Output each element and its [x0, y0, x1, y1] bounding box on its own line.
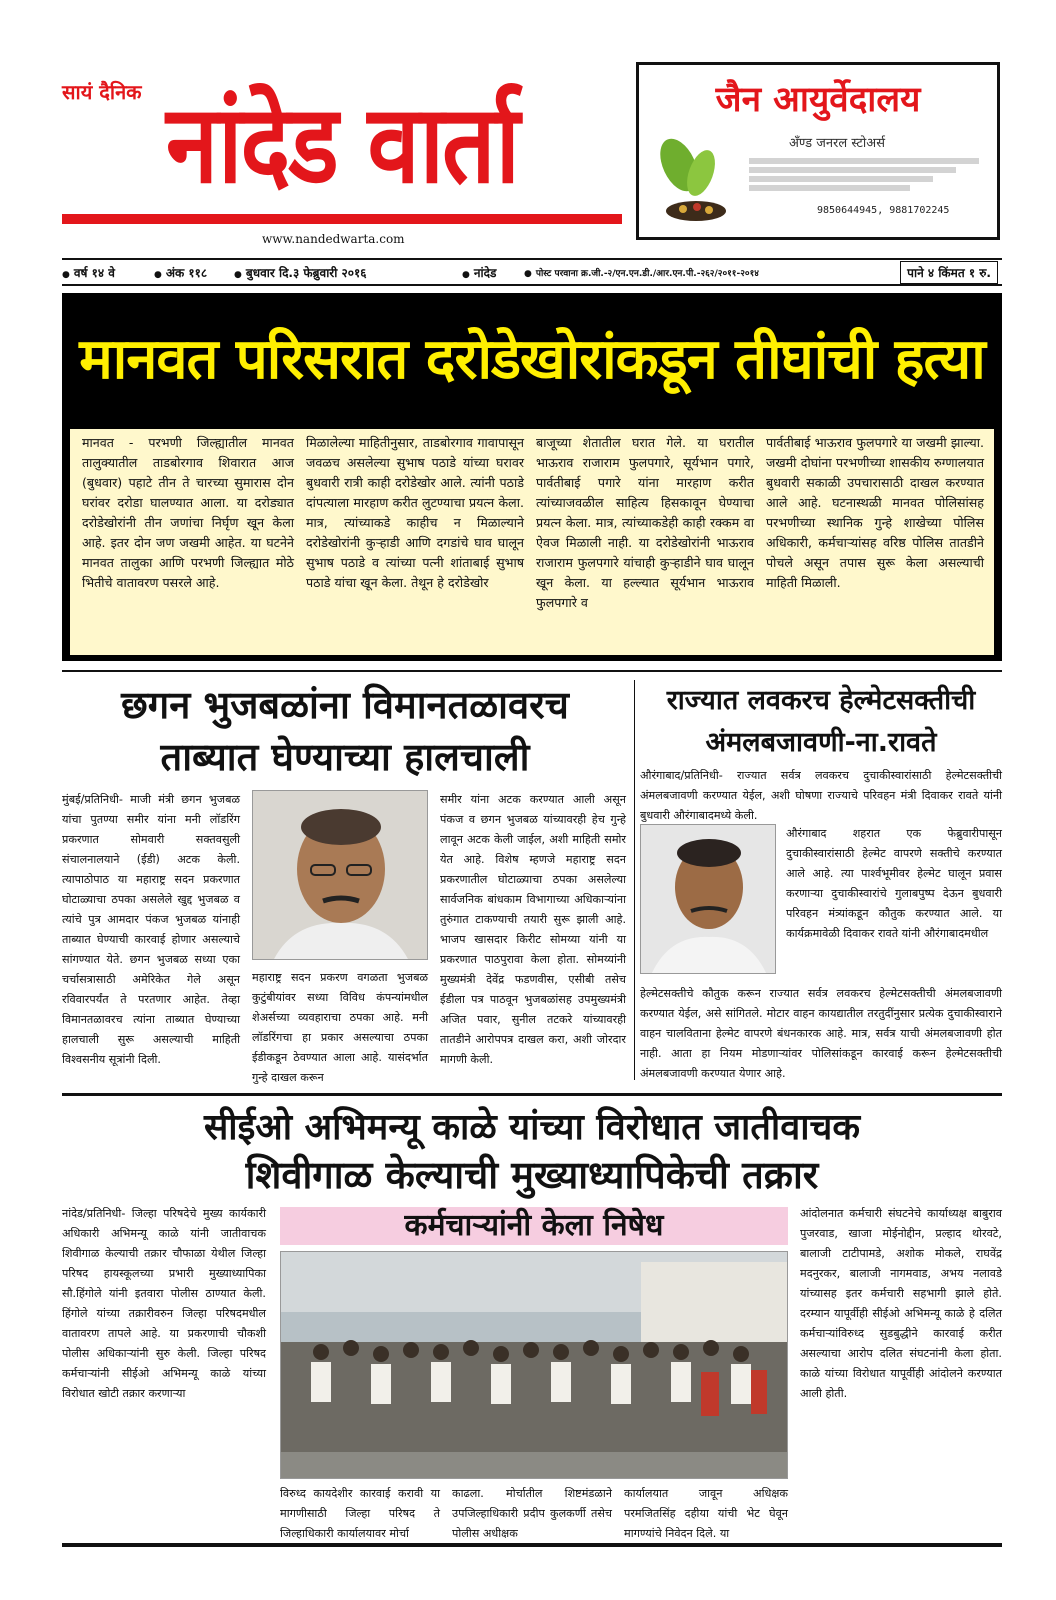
lead-column-2: मिळालेल्या माहितीनुसार, ताडबोरगाव गावापासून जवळच असलेल्या सुभाष पठाडे यांच्या घरावर बुधवारी रात्री काही दरोडेखोर आले. त्यांनी पठाडे दांपत्याला मारहाण करीत लुटण्याचा प्रयत्न केला. मात्र, त्यांच्याकडे काहीच न मिळाल्याने दरोडेखोरांनी कुऱ्हाडी आणि दगडांचे घाव घालून सुभाष पठाडे व त्यांच्या पत्नी शांताबाई सुभाष पठाडे यांचा खून केला. तेथून हे दरोडेखोर [306, 435, 524, 590]
ceo-headline-line1: सीईओ अभिमन्यू काळे यांच्या विरोधात जातीवाचक [203, 1107, 861, 1148]
masthead-tagline: सायं दैनिक [62, 80, 142, 104]
ceo-bottom-column-3: कार्यालयात जावून अधिक्षक परमजितसिंह दहीया यांची भेट घेवून मागण्यांचे निवेदन दिले. या [624, 1487, 788, 1540]
ceo-column-1: नांदेड/प्रतिनिधी- जिल्हा परिषदेचे मुख्य कार्यकारी अधिकारी अभिमन्यू काळे यांनी जातीवाचक शिवीगाळ केल्याची तक्रार चौफाळा येथील जिल्हा परिषद हायस्कूलच्या प्रभारी मुख्याध्यापिका सौ.हिंगोले यांनी इतवारा पोलीस ठाण्यात केली. हिंगोले यांच्या तक्रारीवरुन जिल्हा परिषदमधील वातावरण तापले आहे. या प्रकरणाची चौकशी पोलीस अधिकाऱ्यांनी सुरु केली. जिल्हा परिषद कर्मचाऱ्यांनी सीईओ अभिमन्यू काळे यांच्या विरोधात खोटी तक्रार करणाऱ्या [62, 1207, 266, 1400]
ceo-bottom-column-1: विरुध्द कायदेशीर कारवाई करावी या मागणीसाठी जिल्हा परिषद ते जिल्हाधिकारी कार्यालयावर मोर्चा [280, 1487, 440, 1540]
ad-fine-print [749, 155, 979, 194]
bhujbal-headline-line1: छगन भुजबळांना विमानतळावरच [121, 683, 569, 727]
helmet-tail: हेल्मेटसक्तीचे कौतुक करून राज्यात सर्वत्र लवकरच हेल्मेटसक्तीची अंमलबजावणी करण्यात येईल, असे सांगितले. मोटार वाहन कायद्यातील तरतुदींनुसार प्रत्येक दुचाकीस्वाराने वाहन चालविताना हेल्मेट वापरणे बंधनकारक आहे. मात्र, सर्वत्र याची अंमलबजावणी होत नाही. आता हा नियम मोडणाऱ्यांवर पोलिसांकडून कारवाई करून हेल्मेटसक्तीची अंमलबजावणी करण्यात येणार आहे. [640, 987, 1002, 1080]
website-url[interactable]: www.nandedwarta.com [262, 232, 405, 246]
ad-phone: 9850644945, 9881702245 [817, 205, 950, 216]
pages-price: पाने ४ किंमत १ रु. [900, 261, 998, 284]
masthead-underline [62, 214, 622, 224]
ceo-headline-line2: शिवीगाळ केल्याची मुख्याध्यापिकेची तक्रार [245, 1153, 819, 1197]
lead-headline: मानवत परिसरात दरोडेखोरांकडून तीघांची हत्या [79, 327, 985, 392]
advertisement [636, 62, 1000, 240]
ad-title: जैन आयुर्वेदालय [715, 80, 921, 120]
postal-license: ● पोस्ट परवाना क्र.जी.-२/एन.एन.डी./आर.एन.पी.-२६२/२०११-२०१४ [524, 266, 759, 279]
masthead [62, 62, 622, 246]
ceo-bottom-column-2: काढला. मोर्चातील शिष्टमंडळाने उपजिल्हाधिकारी प्रदीप कुलकर्णी तसेच पोलीस अधीक्षक [452, 1487, 612, 1540]
dateline-bar [62, 258, 1002, 286]
ad-subtitle: अँण्ड जनरल स्टोअर्स [789, 136, 886, 151]
helmet-headline-line1: राज्यात लवकरच हेल्मेटसक्तीची [666, 685, 976, 716]
bhujbal-column-3: समीर यांना अटक करण्यात आली असून पंकज व छगन भुजबळ यांच्यावरही हेच गुन्हे लावून अटक केली जाईल, अशी माहिती समोर येत आहे. विशेष म्हणजे महाराष्ट्र सदन प्रकरणातील घोटाळ्याचा ठपका असलेल्या सार्वजनिक बांधकाम विभागाच्या अधिकाऱ्यांना तुरुंगात टाकण्याची तयारी सुरू झाली आहे. भाजप खासदार किरीट सोमय्या यांनी या प्रकरणात पाठपुरावा केला होता. सोमय्यांनी मुख्यमंत्री देवेंद्र फडणवीस, एसीबी तसेच ईडीला पत्र पाठवून भुजबळांसह उपमुख्यमंत्री अजित पवार, सुनील तटकरे यांच्यावरही तातडीने आरोपपत्र दाखल करा, अशी जोरदार मागणी केली. [440, 793, 626, 1066]
section-divider [62, 1093, 1002, 1096]
ceo-subheadline-banner: कर्मचाऱ्यांनी केला निषेध [280, 1207, 788, 1245]
lead-story [62, 293, 1002, 661]
issue-date: ● बुधवार दि.३ फेब्रुवारी २०१६ [234, 264, 366, 281]
lead-column-4: पार्वतीबाई भाऊराव फुलपगारे या जखमी झाल्या. जखमी दोघांना परभणीच्या शासकीय रुग्णालयात बुधवारी सकाळी उपचारासाठी दाखल करण्यात आले आहे. घटनास्थळी मानवत पोलिसांसह परभणीच्या स्थानिक गुन्हे शाखेच्या पोलिस अधिकारी, कर्मचाऱ्यांसह वरिष्ठ पोलिस तातडीने पोचले असून तपास सुरू केला असल्याची माहिती मिळाली. [766, 435, 984, 590]
city-name: ● नांदेड [462, 264, 496, 281]
volume-year: ● वर्ष १४ वे [62, 264, 115, 281]
column-divider [634, 680, 635, 1080]
ravate-photo [640, 824, 776, 974]
lead-column-3: बाजूच्या शेतातील घरात गेले. या घरातील भाऊराव राजाराम फुलपगारे, सूर्यभान पगारे, पार्वतीबाई पगारे यांना मारहाण करीत त्यांच्याजवळील साहित्य हिसकावून घेण्याचा प्रयत्न केला. मात्र, त्यांच्याकडेही काही रक्कम वा ऐवज मिळाली नाही. या दरोडेखोरांनी भाऊराव राजाराम फुलपगारे यांचाही कुऱ्हाडीने घाव घालून खून केला. या हल्ल्यात सूर्यभान भाऊराव फुलपगारे व [536, 435, 754, 610]
issue-number: ● अंक ११८ [154, 264, 207, 281]
bhujbal-photo [252, 790, 428, 960]
protest-crowd-photo [280, 1251, 788, 1479]
bhujbal-column-2: महाराष्ट्र सदन प्रकरण वगळता भुजबळ कुटुंबीयांवर सध्या विविध कंपन्यांमधील शेअर्सच्या व्यवहाराचा ठपका आहे. मनी लॉडरिंगचा हा प्रकार असल्याचा ठपका ईडीकडून ठेवण्यात आला आहे. यासंदर्भात गुन्हे दाखल करून [252, 971, 428, 1084]
page-bottom-rule [62, 1543, 1002, 1547]
section-divider [62, 670, 1002, 672]
lead-column-1: मानवत - परभणी जिल्ह्यातील मानवत तालुक्यातील ताडबोरगाव शिवारात आज (बुधवार) पहाटे तीन ते चारच्या सुमारास दोन घरांवर दरोडा घालण्यात आला. या दरोड्यात दरोडेखोरांनी तीन जणांचा निर्घृण खून केला आहे. इतर दोन जण जखमी आहेत. या घटनेने मानवत तालुका आणि परभणी जिल्ह्यात मोठे भितीचे वातावरण पसरले आहे. [82, 435, 294, 590]
helmet-headline-line2: अंमलबजावणी-ना.रावते [705, 727, 937, 758]
newspaper-name: नांदेड वार्ता [166, 82, 518, 209]
leaf-illustration-icon [651, 135, 731, 225]
bhujbal-headline-line2: ताब्यात घेण्याच्या हालचाली [160, 735, 530, 779]
lead-body [70, 429, 994, 655]
bhujbal-column-1: मुंबई/प्रतिनिधी- माजी मंत्री छगन भुजबळ यांचा पुतण्या समीर यांना मनी लॉडरिंग प्रकरणात सोमवारी सक्तवसुली संचालनालयाने (ईडी) अटक केली. त्यापाठोपाठ या महाराष्ट्र सदन प्रकरणात घोटाळ्याचा ठपका असलेले खुद्द भुजबळ व त्यांचे पुत्र आमदार पंकज भुजबळ यांनाही ताब्यात घेण्याची कारवाई होणार असल्याचे सांगण्यात येते. छगन भुजबळ सध्या एका चर्चासत्रासाठी अमेरिकेत गेले असून रविवारपर्यंत ते परतणार आहेत. तेव्हा विमानतळावरच त्यांना ताब्यात घेण्याच्या हालचाली सुरू असल्याची माहिती विश्वसनीय सूत्रांनी दिली. [62, 793, 240, 1066]
helmet-column-2: औरंगाबाद शहरात एक फेब्रुवारीपासून दुचाकीस्वारांसाठी हेल्मेट वापरणे सक्तीचे करण्यात आले आहे. त्या पार्श्वभूमीवर हेल्मेट घालून प्रवास करणाऱ्या दुचाकीस्वारांचे गुलाबपुष्प देऊन बुधवारी परिवहन मंत्र्यांकडून कौतुक करण्यात आले. या कार्यक्रमावेळी दिवाकर रावते यांनी औरंगाबादमधील [786, 827, 1002, 940]
helmet-intro: औरंगाबाद/प्रतिनिधी- राज्यात सर्वत्र लवकरच दुचाकीस्वारांसाठी हेल्मेटसक्तीची अंमलबजावणी करण्यात येईल, अशी घोषणा राज्याचे परिवहन मंत्री दिवाकर रावते यांनी बुधवारी औरंगाबादमध्ये केली. [640, 769, 1002, 822]
crowd-photo-icon [281, 1252, 788, 1479]
ceo-column-right: आंदोलनात कर्मचारी संघटनेचे कार्याध्यक्ष बाबुराव पुजरवाड, खाजा मोईनोद्दीन, प्रल्हाद थोरवटे, बालाजी टाटीपामडे, अशोक मोकले, राघवेंद्र मदनुरकर, बालाजी नागमवाड, अभय नलावडे यांच्यासह इतर कर्मचारी सहभागी झाले होते. दरम्यान यापूर्वीही सीईओ अभिमन्यू काळे हे दलित कर्मचाऱ्यांविरुध्द सुडबुद्धीने कारवाई करीत असल्याचा आरोप दलित संघटनांनी केला होता. काळे यांच्या विरोधात यापूर्वीही आंदोलने करण्यात आली होती. [800, 1207, 1002, 1400]
person-portrait-icon [253, 791, 428, 960]
person-portrait-icon [641, 825, 776, 974]
